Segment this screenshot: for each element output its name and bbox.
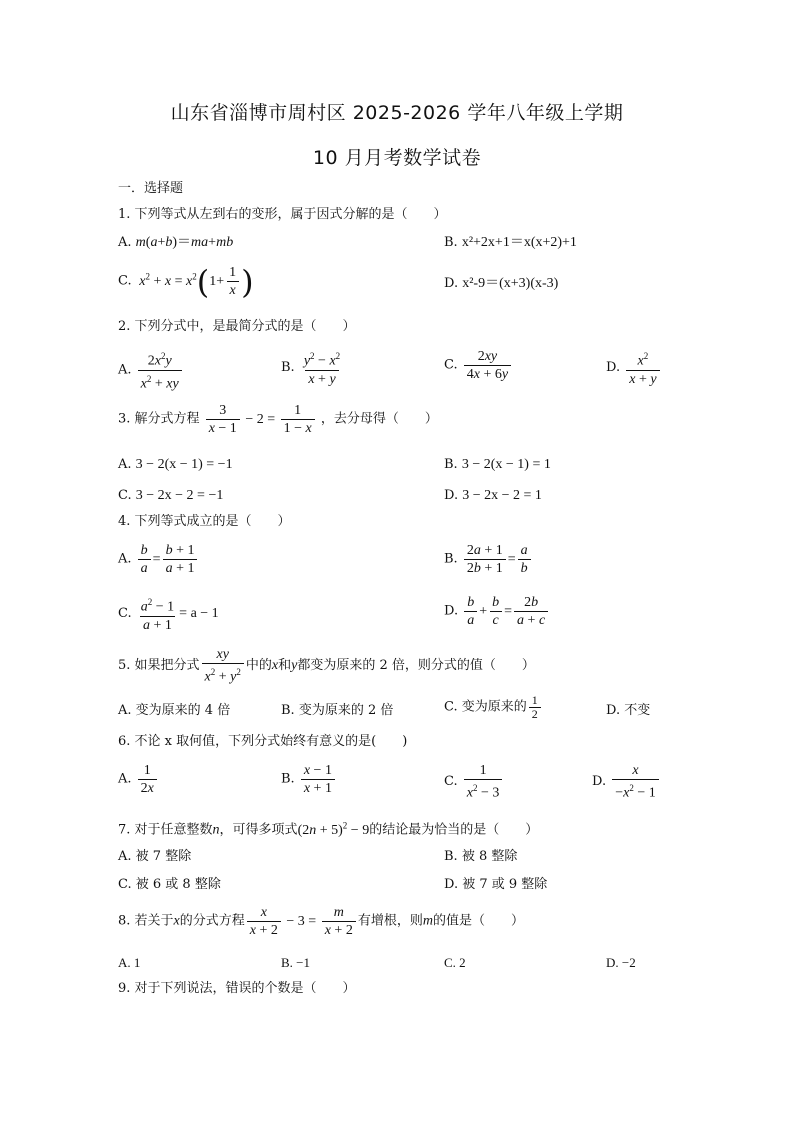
q8-option-d: D. −2	[606, 955, 636, 970]
question-4-stem: 4. 下列等式成立的是（ ）	[118, 514, 291, 529]
q5-option-d: D. 不变	[606, 703, 651, 718]
question-3-stem: 3. 解分式方程 $\frac{3}{x - 1}$ − 2 = $\frac{1}{1 - x}$ ，去分母得（ ）	[118, 403, 438, 436]
q4-option-b: B. $\frac{2a + 1}{2b + 1}$ = $\frac{a}{b}$	[444, 542, 533, 577]
q5-option-c: C. 变为原来的 $\frac{1}{2}$	[444, 694, 543, 721]
exam-title-line2: 10 月月考数学试卷	[312, 147, 482, 169]
q4-option-c: C. $\frac{a^2 - 1}{a + 1}$ = a − 1	[118, 597, 219, 633]
q8-option-c: C. 2	[444, 955, 466, 970]
q4-option-a: A. $\frac{b}{a}$ = $\frac{b + 1}{a + 1}$	[118, 542, 199, 577]
q8-option-a: A. 1	[118, 955, 141, 970]
q5-option-b: B. 变为原来的 2 倍	[281, 703, 394, 718]
q2-option-a: A. $\frac{2x^2y}{x^2 + xy}$	[118, 348, 184, 392]
q8-option-b: B. −1	[281, 955, 311, 970]
q6-option-c: C. $\frac{1}{x^2 - 3}$	[444, 762, 504, 802]
q2-option-c: C. $\frac{2xy}{4x + 6y}$	[444, 348, 513, 383]
q3-option-b: B. 3 − 2(x − 1) = 1	[444, 457, 551, 472]
exam-title-line1: 山东省淄博市周村区 2025-2026 学年八年级上学期	[170, 102, 624, 124]
q7-option-d: D. 被 7 或 9 整除	[444, 877, 548, 892]
q6-option-a: A. $\frac{1}{2x}$	[118, 762, 159, 797]
q7-option-a: A. 被 7 整除	[118, 849, 192, 864]
section-heading: 一．选择题	[118, 181, 184, 196]
q2-option-b: B. $\frac{y^2 - x^2}{x + y}$	[281, 351, 341, 387]
q5-option-a: A. 变为原来的 4 倍	[118, 703, 231, 718]
q1-option-b: B. x²+2x+1＝x(x+2)+1	[444, 235, 577, 250]
q6-option-d: D. $\frac{x}{-x^2 - 1}$	[592, 762, 661, 802]
q1-option-a: A. m(a+b)＝ma+mb	[118, 235, 234, 250]
question-1-stem: 1. 下列等式从左到右的变形，属于因式分解的是（ ）	[118, 207, 447, 222]
question-2-stem: 2. 下列分式中，是最简分式的是（ ）	[118, 319, 356, 334]
q2-option-d: D. $\frac{x^2}{x + y}$	[606, 348, 662, 388]
q3-option-a: A. 3 − 2(x − 1) = −1	[118, 457, 233, 472]
q6-option-b: B. $\frac{x - 1}{x + 1}$	[281, 762, 337, 797]
q4-option-d: D. $\frac{b}{a}$ + $\frac{b}{c}$ = $\frac{2b}{a + c}$	[444, 594, 550, 629]
q1-option-c: C. $x^2 + x = x^2(1+$ $\frac{1}{x}$ )	[118, 262, 254, 301]
q3-option-c: C. 3 − 2x − 2 = −1	[118, 488, 224, 503]
question-8-stem: 8. 若关于x的分式方程 $\frac{x}{x + 2}$ − 3 = $\frac{m}{x + 2}$ 有增根，则m的值是（ ）	[118, 905, 524, 938]
question-9-stem: 9. 对于下列说法，错误的个数是（ ）	[118, 981, 356, 996]
q7-option-b: B. 被 8 整除	[444, 849, 518, 864]
q7-option-c: C. 被 6 或 8 整除	[118, 877, 221, 892]
question-5-stem: 5. 如果把分式 $\frac{xy}{x^2 + y^2}$ 中的x和y都变为原来的 2 倍，则分式的值（ ）	[118, 647, 535, 685]
q3-option-d: D. 3 − 2x − 2 = 1	[444, 488, 542, 503]
question-6-stem: 6. 不论 x 取何值，下列分式始终有意义的是( )	[118, 734, 408, 749]
q1-option-d: D. x²-9＝(x+3)(x-3)	[444, 276, 559, 291]
question-7-stem: 7. 对于任意整数n，可得多项式$(2n + 5)^2 - 9$的结论最为恰当的是（ ）	[118, 820, 539, 838]
